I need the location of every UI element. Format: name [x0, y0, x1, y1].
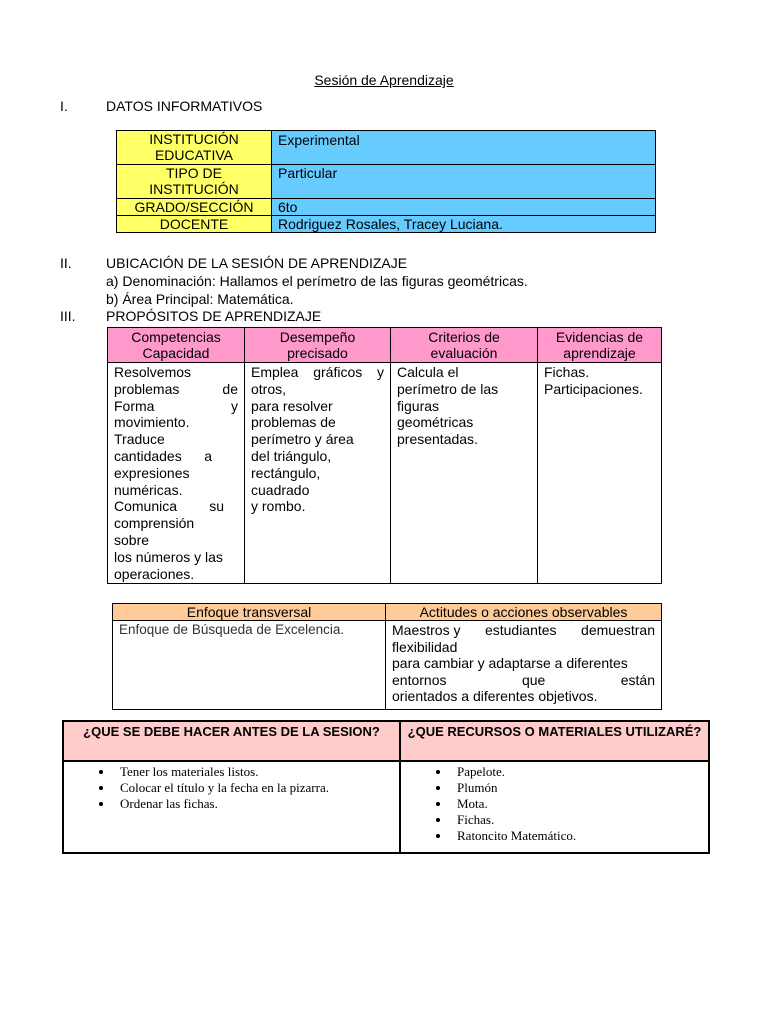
word: cantidades	[114, 447, 182, 464]
header-desempeno: Desempeño precisado	[245, 328, 391, 363]
text-line: presentadas.	[397, 431, 478, 448]
propositos-table	[107, 327, 662, 584]
text-line: movimiento.	[114, 414, 190, 431]
text-line	[114, 398, 238, 415]
word: Forma	[114, 397, 155, 414]
denominacion-item: a) Denominación: Hallamos el perímetro de las figuras geométricas.	[106, 273, 528, 289]
list-item: • Colocar el título y la fecha en la pizarra.	[114, 780, 395, 796]
word: Emplea	[251, 364, 299, 380]
preparacion-table	[62, 720, 710, 854]
value-cell: Rodriguez Rosales, Tracey Luciana.	[272, 216, 656, 233]
header-enfoque: Enfoque transversal	[113, 604, 386, 621]
word: de	[222, 380, 238, 397]
word: Comunica	[114, 498, 178, 515]
text-line	[114, 448, 238, 465]
area-principal-item: b) Área Principal: Matemática.	[106, 291, 294, 307]
header-recursos: ¿QUE RECURSOS O MATERIALES UTILIZARÉ?	[400, 721, 709, 761]
actitudes-cell	[386, 621, 662, 710]
word: gráficos	[313, 364, 363, 380]
text-line: problemas de	[251, 414, 336, 431]
header-antes: ¿QUE SE DEBE HACER ANTES DE LA SESION?	[63, 721, 400, 761]
label-cell: DOCENTE	[117, 216, 272, 233]
table-header-row	[108, 328, 662, 363]
word: y	[377, 364, 384, 380]
text-line: expresiones	[114, 464, 190, 481]
table-row	[108, 363, 662, 584]
table-header-row	[113, 604, 662, 621]
list-item: • Plumón	[451, 780, 704, 796]
label-cell: INSTITUCIÓN EDUCATIVA	[117, 131, 272, 165]
list-item: • Tener los materiales listos.	[114, 764, 395, 780]
text-line: flexibilidad	[392, 638, 458, 655]
table-row	[117, 165, 656, 199]
header-actitudes: Actitudes o acciones observables	[386, 604, 662, 621]
value-cell: Experimental	[272, 131, 656, 165]
text-line	[392, 622, 655, 639]
list-item: • Ordenar las fichas.	[114, 796, 395, 812]
section-2-number: II.	[60, 255, 72, 271]
word: problemas	[114, 380, 180, 397]
table-row	[117, 199, 656, 216]
text-line: perímetro y área	[251, 431, 354, 448]
text-line: Resolvemos	[114, 364, 192, 380]
criterios-cell	[391, 363, 538, 584]
text-line: perímetro de las	[397, 380, 499, 397]
word: y	[231, 397, 238, 414]
header-competencias: Competencias Capacidad	[108, 328, 245, 363]
table-header-row	[63, 721, 709, 761]
list-item: • Fichas.	[451, 812, 704, 828]
text-line: rectángulo,	[251, 464, 321, 481]
section-1-number: I.	[60, 98, 68, 114]
text-line: Fichas.	[544, 364, 590, 380]
section-3-heading: PROPÓSITOS DE APRENDIZAJE	[106, 308, 322, 324]
text-line: del triángulo,	[251, 447, 332, 464]
value-cell: Particular	[272, 165, 656, 199]
text-line: orientados a diferentes objetivos.	[392, 688, 598, 704]
header-criterios: Criterios de evaluación	[391, 328, 538, 363]
table-row	[113, 621, 662, 710]
list-item: • Papelote.	[451, 764, 704, 780]
label-cell: TIPO DE INSTITUCIÓN	[117, 165, 272, 199]
text-line: Traduce	[114, 431, 165, 448]
recursos-cell	[400, 761, 709, 853]
text-line: numéricas.	[114, 481, 183, 498]
text-line: sobre	[114, 531, 150, 548]
recursos-list	[405, 764, 704, 844]
text-line: para resolver	[251, 397, 333, 414]
enfoque-table	[112, 603, 662, 710]
datos-informativos-table	[116, 130, 656, 233]
word: entornos	[392, 671, 447, 688]
table-row	[117, 131, 656, 165]
text-line: geométricas	[397, 414, 474, 431]
text-line: otros,	[251, 380, 287, 397]
evidencias-cell	[538, 363, 662, 584]
text-line: operaciones.	[114, 565, 195, 582]
word: a	[204, 447, 212, 464]
text-line: figuras	[397, 397, 440, 414]
enfoque-cell: Enfoque de Búsqueda de Excelencia.	[113, 621, 386, 710]
word: que	[521, 671, 546, 688]
word: estudiantes	[484, 622, 557, 638]
text-line: Participaciones.	[544, 380, 643, 397]
list-item: • Mota.	[451, 796, 704, 812]
word: están	[620, 671, 655, 688]
table-row	[117, 216, 656, 233]
header-evidencias: Evidencias de aprendizaje	[538, 328, 662, 363]
section-2-heading: UBICACIÓN DE LA SESIÓN DE APRENDIZAJE	[106, 255, 408, 271]
label-cell: GRADO/SECCIÓN	[117, 199, 272, 216]
text-line	[114, 498, 238, 515]
text-line: para cambiar y adaptarse a diferentes	[392, 655, 628, 671]
competencias-cell	[108, 363, 245, 584]
text-line	[251, 364, 384, 381]
text-line	[392, 672, 655, 689]
text-line: Calcula el	[397, 364, 459, 380]
value-cell: 6to	[272, 199, 656, 216]
desempeno-cell	[245, 363, 391, 584]
text-line: comprensión	[114, 515, 195, 532]
text-line: los números y las	[114, 548, 223, 565]
section-3-number: III.	[60, 308, 76, 324]
antes-list	[68, 764, 395, 812]
list-item: • Ratoncito Matemático.	[451, 828, 704, 844]
antes-cell	[63, 761, 400, 853]
text-line: y rombo.	[251, 498, 306, 515]
word: demuestran	[581, 622, 655, 638]
text-line: cuadrado	[251, 481, 310, 498]
table-row	[63, 761, 709, 853]
section-1-heading: DATOS INFORMATIVOS	[106, 98, 263, 114]
word: Maestros y	[392, 622, 461, 638]
page-title: Sesión de Aprendizaje	[314, 72, 454, 88]
text-line	[114, 381, 238, 398]
word: su	[209, 498, 224, 515]
